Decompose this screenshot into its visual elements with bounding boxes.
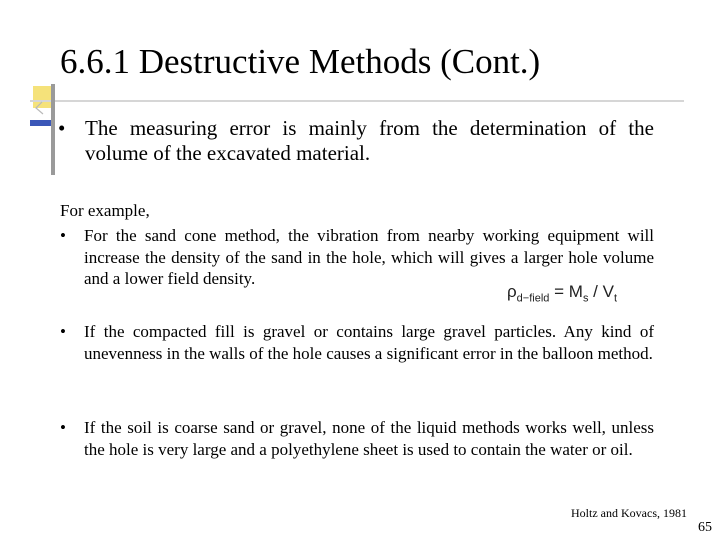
bullet-dot: •: [60, 322, 66, 341]
bullet-dot: •: [58, 116, 66, 140]
decorative-vertical-bar: [51, 84, 55, 175]
formula-slash-v: / V: [588, 282, 614, 301]
sub-bullet-text: For the sand cone method, the vibration from nearby working equipment will increase the density of the sand in the hole, which will gives a larger hole volume and a lower field density.: [84, 226, 654, 288]
formula-rho: ρ: [507, 282, 517, 301]
sub-bullet-text: If the soil is coarse sand or gravel, none of the liquid methods works well, unless the hole is very large and a polyethylene sheet is used to contain the water or oil.: [84, 418, 654, 459]
intro-text: For example,: [60, 201, 150, 220]
main-bullet-text: The measuring error is mainly from the determination of the volume of the excavated material.: [85, 116, 654, 165]
main-bullet: [58, 116, 654, 166]
formula-rho-subscript: d−field: [516, 292, 550, 305]
formula-equals-m: = M: [554, 282, 583, 301]
decorative-blue-bar: [30, 120, 51, 126]
page-number: 65: [698, 520, 712, 535]
formula-m-subscript: s: [582, 292, 589, 305]
sub-bullet-text: If the compacted fill is gravel or contains large gravel particles. Any kind of unevenness in the walls of the hole causes a significant error in the balloon method.: [84, 322, 654, 363]
formula-v-subscript: t: [613, 292, 618, 305]
decorative-chevron-icon: [34, 101, 50, 115]
bullet-dot: •: [60, 226, 66, 245]
field-density-formula: [507, 282, 617, 304]
sub-bullet-sand-cone: [60, 225, 654, 290]
slide-title: 6.6.1 Destructive Methods (Cont.): [60, 42, 541, 81]
sub-bullet-gravel-fill: [60, 321, 654, 364]
bullet-dot: •: [60, 418, 66, 437]
title-underline: [30, 100, 684, 102]
sub-bullet-coarse-soil: [60, 417, 654, 460]
citation: Holtz and Kovacs, 1981: [571, 506, 687, 520]
